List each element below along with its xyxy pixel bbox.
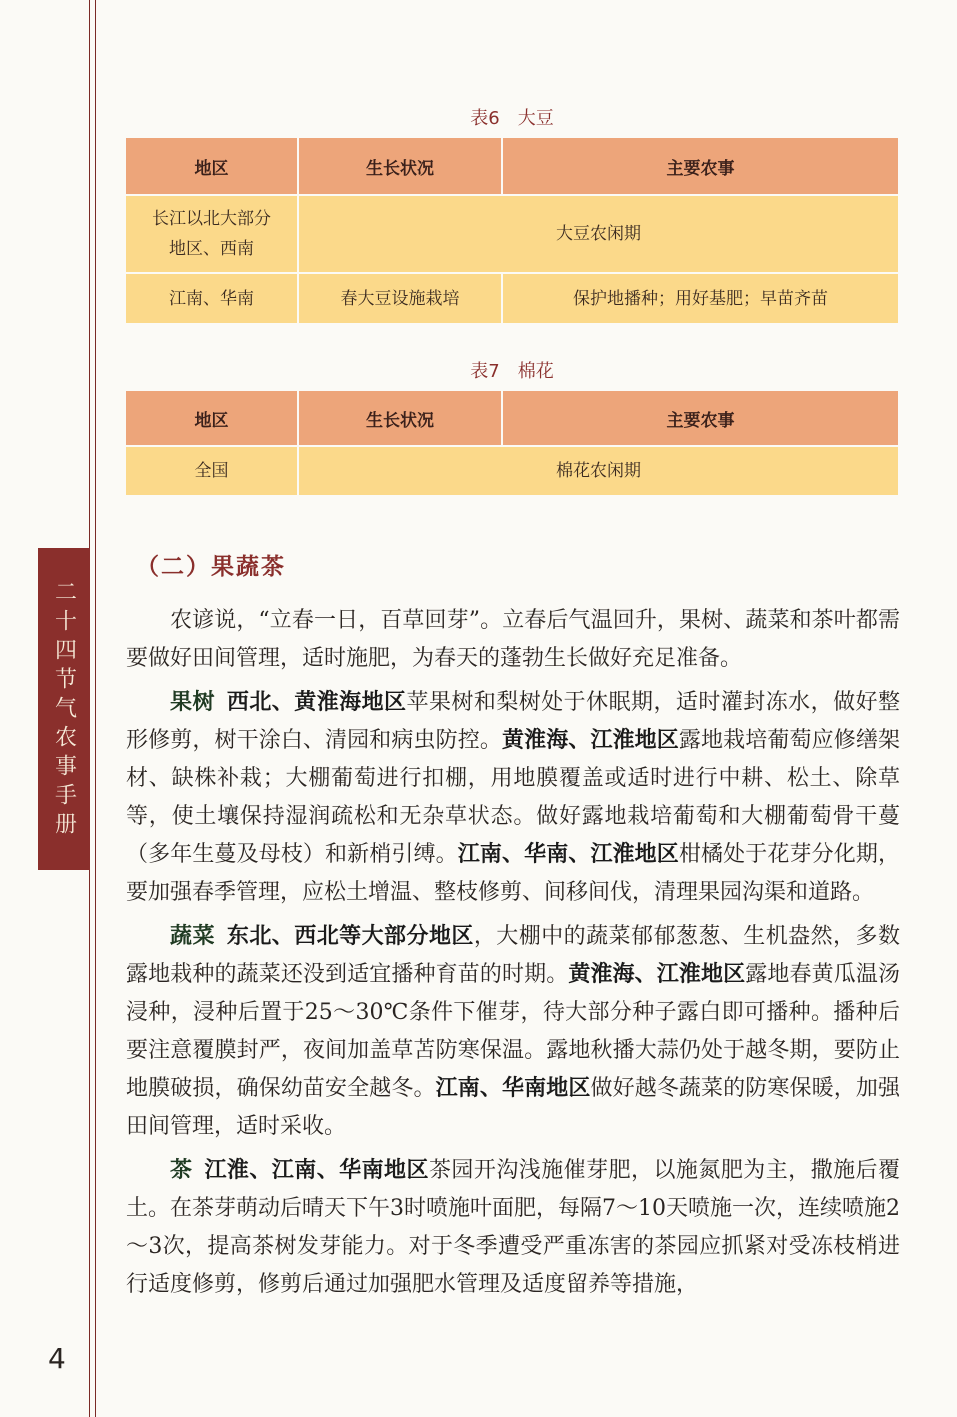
fruit-text-3: 柑橘处于花芽分化期，要加强春季管理，应松土增温、整枝修剪、间移间伐，清理果园沟渠和道路。 (126, 842, 900, 905)
book-title: 二十四节气农事手册 (51, 580, 77, 841)
table6-soybean (126, 138, 898, 323)
fruit-text-2: 露地栽培葡萄应修缮架材、缺株补栽；大棚葡萄进行扣棚，用地膜覆盖或适时进行中耕、松土、除草等，使土壤保持湿润疏松和无杂草状态。做好露地栽培葡萄和大棚葡萄骨干蔓（多年生蔓及母枝）和新梢引缚。 (126, 728, 900, 867)
table6-name: 大豆 (517, 108, 554, 129)
table6-row1-region-line2: 地区、西南 (169, 239, 254, 259)
table7-header-tasks: 主要农事 (502, 391, 898, 446)
table6-header-growth: 生长状况 (298, 138, 502, 195)
vegetable-region-2: 黄淮海、江淮地区 (568, 962, 746, 987)
fruit-region-2: 黄淮海、江淮地区 (501, 728, 679, 753)
fruit-region-1: 西北、黄淮海地区 (226, 690, 407, 715)
fruit-paragraph (126, 684, 900, 912)
table-row (126, 195, 898, 273)
table7-caption (126, 357, 898, 383)
table-row (126, 273, 898, 323)
table7-header-region: 地区 (126, 391, 298, 446)
table6-row2-region: 江南、华南 (126, 273, 298, 323)
table6-caption (126, 104, 898, 130)
vegetable-paragraph (126, 918, 900, 1146)
table7-cotton (126, 391, 898, 495)
table6-row2-tasks: 保护地播种；用好基肥；早苗齐苗 (502, 273, 898, 323)
table6-header-row (126, 138, 898, 195)
table7-header-growth: 生长状况 (298, 391, 502, 446)
table7-name: 棉花 (517, 361, 554, 382)
tea-paragraph (126, 1152, 900, 1304)
table-row (126, 446, 898, 495)
table6-header-region: 地区 (126, 138, 298, 195)
table6-row1-merged: 大豆农闲期 (298, 195, 898, 273)
side-book-title-tab (38, 548, 90, 870)
tea-text-1: 茶园开沟浅施催芽肥，以施氮肥为主，撒施后覆土。在茶芽萌动后晴天下午3时喷施叶面肥，每隔7～10天喷施一次，连续喷施2～3次，提高茶树发芽能力。对于冬季遭受严重冻害的茶园应抓紧对受冻枝梢进行适度修剪，修剪后通过加强肥水管理及适度留养等措施， (126, 1158, 900, 1297)
fruit-region-3: 江南、华南、江淮地区 (457, 842, 679, 867)
table7-row1-merged: 棉花农闲期 (298, 446, 898, 495)
table6-header-tasks: 主要农事 (502, 138, 898, 195)
vegetable-text-2: 露地春黄瓜温汤浸种，浸种后置于25～30℃条件下催芽，待大部分种子露白即可播种。播种后要注意覆膜封严，夜间加盖草苫防寒保温。露地秋播大蒜仍处于越冬期，要防止地膜破损，确保幼苗安全越冬。 (126, 962, 900, 1101)
vegetable-text-3: 做好越冬蔬菜的防寒保暖，加强田间管理，适时采收。 (126, 1076, 900, 1139)
table7-number: 表7 (470, 361, 500, 382)
table6-number: 表6 (470, 108, 500, 129)
body-text (126, 602, 900, 1310)
table7-header-row (126, 391, 898, 446)
intro-paragraph: 农谚说，“立春一日，百草回芽”。立春后气温回升，果树、蔬菜和茶叶都需要做好田间管理，适时施肥，为春天的蓬勃生长做好充足准备。 (126, 608, 900, 671)
table6-row1-region-line1: 长江以北大部分 (152, 209, 271, 229)
fruit-text-1: 苹果树和梨树处于休眠期，适时灌封冻水，做好整形修剪，树干涂白、清园和病虫防控。 (126, 690, 900, 753)
vegetable-region-1: 东北、西北等大部分地区 (226, 924, 474, 949)
fruit-label: 果树 (170, 690, 215, 715)
tea-label: 茶 (170, 1158, 193, 1183)
page-number: 4 (48, 1342, 66, 1375)
page-margin-rule-inner (95, 0, 96, 1417)
vegetable-label: 蔬菜 (170, 924, 215, 949)
tea-region-1: 江淮、江南、华南地区 (204, 1158, 429, 1183)
table6-row1-region (126, 195, 298, 273)
vegetable-text-1: ，大棚中的蔬菜郁郁葱葱、生机盎然，多数露地栽种的蔬菜还没到适宜播种育苗的时期。 (126, 924, 900, 987)
vegetable-region-3: 江南、华南地区 (435, 1076, 591, 1101)
table7-row1-region: 全国 (126, 446, 298, 495)
section-heading: （二）果蔬茶 (136, 554, 286, 580)
table6-row2-growth: 春大豆设施栽培 (298, 273, 502, 323)
